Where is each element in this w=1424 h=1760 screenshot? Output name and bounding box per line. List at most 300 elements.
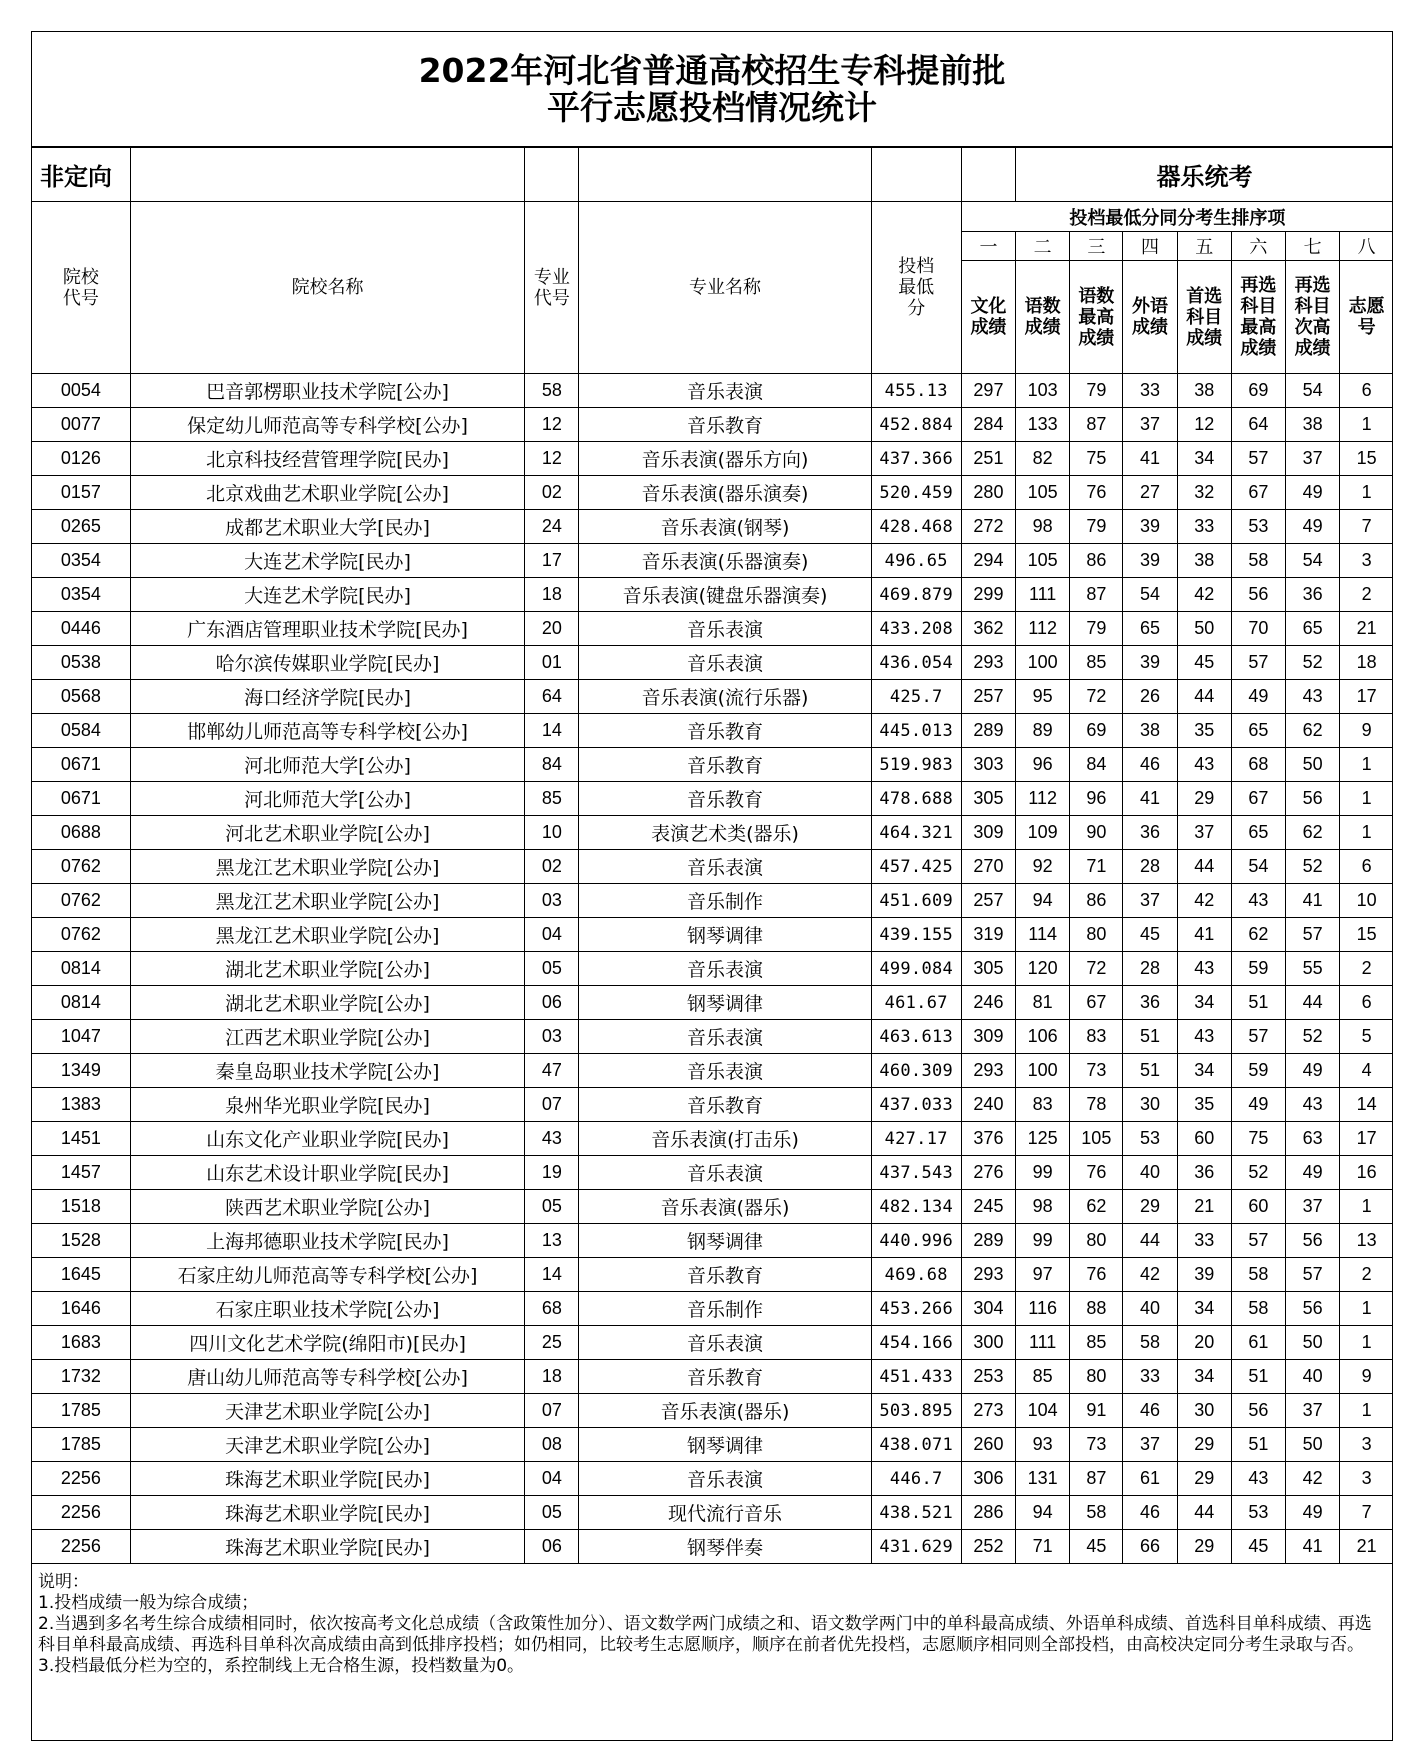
cell-school-code: 0814	[32, 986, 130, 1020]
cell-major-name: 音乐教育	[579, 1088, 871, 1122]
cell-foreign-lang: 39	[1123, 646, 1177, 680]
cell-reselect-max: 57	[1231, 1020, 1285, 1054]
cell-reselect-max: 53	[1231, 510, 1285, 544]
cell-culture-score: 319	[961, 918, 1015, 952]
cell-reselect-second: 36	[1285, 578, 1339, 612]
header-school-code	[32, 202, 130, 374]
table-row	[32, 442, 1393, 476]
header-sub-4	[1123, 261, 1177, 374]
table-row	[32, 544, 1393, 578]
cell-major-name: 钢琴伴奏	[579, 1530, 871, 1564]
cell-foreign-lang: 40	[1123, 1156, 1177, 1190]
cell-major-code: 13	[525, 1224, 579, 1258]
cell-major-code: 25	[525, 1326, 579, 1360]
cell-reselect-second: 55	[1285, 952, 1339, 986]
cell-min-score: 451.433	[871, 1360, 961, 1394]
table-row	[32, 1428, 1393, 1462]
cell-foreign-lang: 36	[1123, 816, 1177, 850]
cell-school-code: 2256	[32, 1462, 130, 1496]
cell-culture-score: 303	[961, 748, 1015, 782]
cell-reselect-max: 70	[1231, 612, 1285, 646]
cell-chn-math-score: 105	[1016, 544, 1070, 578]
cell-foreign-lang: 46	[1123, 748, 1177, 782]
cell-major-code: 85	[525, 782, 579, 816]
cell-choice-no: 2	[1340, 1258, 1393, 1292]
cell-min-score: 445.013	[871, 714, 961, 748]
cell-choice-no: 1	[1340, 1394, 1393, 1428]
cell-chn-math-max: 80	[1070, 1224, 1123, 1258]
cell-first-subject: 42	[1177, 884, 1231, 918]
header-major-code-text: 专业代号	[533, 266, 570, 309]
cell-chn-math-score: 120	[1016, 952, 1070, 986]
cell-chn-math-score: 71	[1016, 1530, 1070, 1564]
cell-chn-math-score: 100	[1016, 1054, 1070, 1088]
cell-school-name: 秦皇岛职业技术学院[公办]	[130, 1054, 524, 1088]
cell-culture-score: 260	[961, 1428, 1015, 1462]
cell-choice-no: 21	[1340, 1530, 1393, 1564]
cell-chn-math-score: 98	[1016, 1190, 1070, 1224]
cell-school-name: 天津艺术职业学院[公办]	[130, 1394, 524, 1428]
cell-reselect-second: 37	[1285, 442, 1339, 476]
cell-min-score: 437.033	[871, 1088, 961, 1122]
cell-culture-score: 293	[961, 1054, 1015, 1088]
cell-reselect-max: 58	[1231, 1258, 1285, 1292]
cell-min-score: 437.543	[871, 1156, 961, 1190]
cell-school-name: 黑龙江艺术职业学院[公办]	[130, 884, 524, 918]
cell-chn-math-max: 85	[1070, 1326, 1123, 1360]
cell-chn-math-score: 125	[1016, 1122, 1070, 1156]
cell-min-score: 496.65	[871, 544, 961, 578]
cell-chn-math-score: 103	[1016, 374, 1070, 408]
cell-school-code: 1528	[32, 1224, 130, 1258]
cell-culture-score: 257	[961, 680, 1015, 714]
cell-reselect-max: 60	[1231, 1190, 1285, 1224]
cell-reselect-second: 56	[1285, 1292, 1339, 1326]
cell-major-name: 音乐教育	[579, 1360, 871, 1394]
cell-school-name: 江西艺术职业学院[公办]	[130, 1020, 524, 1054]
cell-first-subject: 33	[1177, 510, 1231, 544]
cell-reselect-second: 49	[1285, 1156, 1339, 1190]
cell-school-code: 1785	[32, 1394, 130, 1428]
cell-first-subject: 33	[1177, 1224, 1231, 1258]
cell-foreign-lang: 53	[1123, 1122, 1177, 1156]
cell-chn-math-max: 80	[1070, 918, 1123, 952]
cell-first-subject: 34	[1177, 1360, 1231, 1394]
table-row	[32, 1496, 1393, 1530]
cell-chn-math-max: 87	[1070, 578, 1123, 612]
cell-first-subject: 38	[1177, 544, 1231, 578]
table-row	[32, 578, 1393, 612]
cell-school-name: 黑龙江艺术职业学院[公办]	[130, 850, 524, 884]
cell-choice-no: 1	[1340, 476, 1393, 510]
cell-reselect-max: 75	[1231, 1122, 1285, 1156]
cell-first-subject: 43	[1177, 1020, 1231, 1054]
cell-choice-no: 2	[1340, 952, 1393, 986]
cell-reselect-second: 50	[1285, 748, 1339, 782]
cell-school-code: 0126	[32, 442, 130, 476]
cell-chn-math-max: 86	[1070, 884, 1123, 918]
cell-major-code: 84	[525, 748, 579, 782]
cell-chn-math-max: 91	[1070, 1394, 1123, 1428]
cell-foreign-lang: 30	[1123, 1088, 1177, 1122]
cell-school-code: 0671	[32, 748, 130, 782]
header-sub-2	[1016, 261, 1070, 374]
cell-chn-math-max: 84	[1070, 748, 1123, 782]
cell-culture-score: 294	[961, 544, 1015, 578]
notes-block	[32, 1564, 1392, 1677]
cell-reselect-second: 43	[1285, 680, 1339, 714]
cell-foreign-lang: 38	[1123, 714, 1177, 748]
cell-reselect-max: 56	[1231, 578, 1285, 612]
cell-major-code: 06	[525, 1530, 579, 1564]
cell-choice-no: 16	[1340, 1156, 1393, 1190]
category-blank	[579, 148, 871, 202]
orientation-label: 非定向	[32, 148, 130, 202]
cell-reselect-max: 59	[1231, 952, 1285, 986]
cell-choice-no: 1	[1340, 782, 1393, 816]
cell-reselect-max: 56	[1231, 1394, 1285, 1428]
cell-choice-no: 15	[1340, 918, 1393, 952]
cell-first-subject: 41	[1177, 918, 1231, 952]
cell-choice-no: 1	[1340, 1326, 1393, 1360]
cell-major-name: 音乐表演	[579, 1156, 871, 1190]
cell-reselect-max: 52	[1231, 1156, 1285, 1190]
cell-foreign-lang: 65	[1123, 612, 1177, 646]
cell-reselect-max: 67	[1231, 476, 1285, 510]
cell-reselect-max: 57	[1231, 442, 1285, 476]
cell-reselect-max: 62	[1231, 918, 1285, 952]
header-sub-text: 外语成绩	[1132, 296, 1168, 338]
cell-major-code: 14	[525, 714, 579, 748]
cell-culture-score: 286	[961, 1496, 1015, 1530]
cell-school-name: 石家庄幼儿师范高等专科学校[公办]	[130, 1258, 524, 1292]
cell-school-code: 0568	[32, 680, 130, 714]
cell-culture-score: 253	[961, 1360, 1015, 1394]
cell-chn-math-max: 85	[1070, 646, 1123, 680]
cell-reselect-second: 37	[1285, 1394, 1339, 1428]
cell-chn-math-score: 83	[1016, 1088, 1070, 1122]
cell-culture-score: 276	[961, 1156, 1015, 1190]
table-row	[32, 1156, 1393, 1190]
cell-culture-score: 245	[961, 1190, 1015, 1224]
cell-reselect-max: 64	[1231, 408, 1285, 442]
cell-foreign-lang: 26	[1123, 680, 1177, 714]
cell-min-score: 451.609	[871, 884, 961, 918]
cell-reselect-second: 56	[1285, 1224, 1339, 1258]
cell-reselect-max: 65	[1231, 714, 1285, 748]
header-school-name: 院校名称	[130, 202, 524, 374]
cell-culture-score: 289	[961, 1224, 1015, 1258]
table-row	[32, 952, 1393, 986]
cell-major-name: 音乐表演	[579, 1326, 871, 1360]
cell-first-subject: 35	[1177, 714, 1231, 748]
cell-major-code: 43	[525, 1122, 579, 1156]
cell-min-score: 520.459	[871, 476, 961, 510]
cell-major-code: 12	[525, 408, 579, 442]
cell-min-score: 469.68	[871, 1258, 961, 1292]
cell-chn-math-max: 71	[1070, 850, 1123, 884]
table-row	[32, 1020, 1393, 1054]
cell-foreign-lang: 33	[1123, 1360, 1177, 1394]
cell-chn-math-max: 58	[1070, 1496, 1123, 1530]
cell-school-name: 石家庄职业技术学院[公办]	[130, 1292, 524, 1326]
cell-school-code: 0688	[32, 816, 130, 850]
cell-min-score: 427.17	[871, 1122, 961, 1156]
cell-chn-math-max: 79	[1070, 612, 1123, 646]
cell-school-code: 1785	[32, 1428, 130, 1462]
table-row	[32, 374, 1393, 408]
cell-reselect-max: 57	[1231, 1224, 1285, 1258]
cell-chn-math-score: 99	[1016, 1156, 1070, 1190]
cell-major-name: 钢琴调律	[579, 986, 871, 1020]
cell-major-code: 04	[525, 918, 579, 952]
cell-chn-math-score: 100	[1016, 646, 1070, 680]
cell-choice-no: 9	[1340, 1360, 1393, 1394]
cell-chn-math-max: 83	[1070, 1020, 1123, 1054]
cell-chn-math-max: 88	[1070, 1292, 1123, 1326]
cell-school-code: 0446	[32, 612, 130, 646]
table-row	[32, 1122, 1393, 1156]
cell-foreign-lang: 66	[1123, 1530, 1177, 1564]
cell-culture-score: 270	[961, 850, 1015, 884]
cell-choice-no: 21	[1340, 612, 1393, 646]
cell-reselect-second: 62	[1285, 714, 1339, 748]
cell-min-score: 437.366	[871, 442, 961, 476]
cell-school-name: 陕西艺术职业学院[公办]	[130, 1190, 524, 1224]
cell-min-score: 452.884	[871, 408, 961, 442]
notes-heading: 说明：	[38, 1572, 89, 1592]
cell-school-code: 0054	[32, 374, 130, 408]
cell-major-name: 音乐表演	[579, 850, 871, 884]
cell-culture-score: 289	[961, 714, 1015, 748]
cell-major-code: 19	[525, 1156, 579, 1190]
cell-reselect-max: 57	[1231, 646, 1285, 680]
header-min-score	[871, 202, 961, 374]
cell-choice-no: 6	[1340, 374, 1393, 408]
cell-reselect-max: 43	[1231, 1462, 1285, 1496]
header-sub-1	[961, 261, 1015, 374]
cell-culture-score: 293	[961, 646, 1015, 680]
table-row	[32, 918, 1393, 952]
cell-major-name: 音乐表演	[579, 1054, 871, 1088]
cell-foreign-lang: 27	[1123, 476, 1177, 510]
cell-foreign-lang: 36	[1123, 986, 1177, 1020]
cell-major-name: 音乐教育	[579, 1258, 871, 1292]
header-sub-8	[1340, 261, 1393, 374]
header-row-1	[32, 202, 1393, 232]
cell-school-code: 1451	[32, 1122, 130, 1156]
cell-culture-score: 240	[961, 1088, 1015, 1122]
cell-major-code: 07	[525, 1394, 579, 1428]
cell-school-name: 河北师范大学[公办]	[130, 748, 524, 782]
cell-first-subject: 44	[1177, 850, 1231, 884]
table-row	[32, 646, 1393, 680]
cell-min-score: 425.7	[871, 680, 961, 714]
cell-major-name: 音乐教育	[579, 748, 871, 782]
cell-culture-score: 306	[961, 1462, 1015, 1496]
cell-reselect-max: 43	[1231, 884, 1285, 918]
cell-min-score: 463.613	[871, 1020, 961, 1054]
cell-reselect-second: 49	[1285, 476, 1339, 510]
cell-choice-no: 1	[1340, 816, 1393, 850]
cell-min-score: 457.425	[871, 850, 961, 884]
header-order-1: 一	[961, 232, 1015, 261]
cell-school-code: 1457	[32, 1156, 130, 1190]
cell-school-name: 巴音郭楞职业技术学院[公办]	[130, 374, 524, 408]
cell-reselect-max: 49	[1231, 1088, 1285, 1122]
cell-school-code: 0762	[32, 850, 130, 884]
cell-chn-math-score: 111	[1016, 578, 1070, 612]
cell-first-subject: 44	[1177, 680, 1231, 714]
cell-choice-no: 1	[1340, 1190, 1393, 1224]
cell-chn-math-max: 72	[1070, 680, 1123, 714]
cell-school-name: 四川文化艺术学院(绵阳市)[民办]	[130, 1326, 524, 1360]
cell-school-name: 保定幼儿师范高等专科学校[公办]	[130, 408, 524, 442]
cell-major-code: 07	[525, 1088, 579, 1122]
cell-reselect-max: 67	[1231, 782, 1285, 816]
cell-major-code: 18	[525, 1360, 579, 1394]
cell-chn-math-max: 79	[1070, 374, 1123, 408]
cell-major-code: 04	[525, 1462, 579, 1496]
cell-culture-score: 305	[961, 952, 1015, 986]
note-1: 1.投档成绩一般为综合成绩；	[38, 1593, 259, 1613]
cell-major-name: 音乐表演(器乐演奏)	[579, 476, 871, 510]
header-order-2: 二	[1016, 232, 1070, 261]
cell-first-subject: 38	[1177, 374, 1231, 408]
cell-major-code: 17	[525, 544, 579, 578]
cell-chn-math-score: 133	[1016, 408, 1070, 442]
cell-school-name: 北京戏曲艺术职业学院[公办]	[130, 476, 524, 510]
table-row	[32, 510, 1393, 544]
cell-chn-math-score: 106	[1016, 1020, 1070, 1054]
cell-reselect-max: 61	[1231, 1326, 1285, 1360]
cell-choice-no: 17	[1340, 680, 1393, 714]
cell-school-code: 0584	[32, 714, 130, 748]
cell-chn-math-score: 112	[1016, 612, 1070, 646]
cell-major-code: 12	[525, 442, 579, 476]
cell-major-code: 03	[525, 884, 579, 918]
cell-min-score: 503.895	[871, 1394, 961, 1428]
cell-school-code: 0814	[32, 952, 130, 986]
cell-first-subject: 30	[1177, 1394, 1231, 1428]
cell-chn-math-score: 116	[1016, 1292, 1070, 1326]
cell-reselect-second: 52	[1285, 850, 1339, 884]
cell-foreign-lang: 58	[1123, 1326, 1177, 1360]
cell-foreign-lang: 44	[1123, 1224, 1177, 1258]
cell-major-name: 表演艺术类(器乐)	[579, 816, 871, 850]
cell-first-subject: 12	[1177, 408, 1231, 442]
cell-chn-math-max: 87	[1070, 408, 1123, 442]
cell-major-name: 音乐表演	[579, 952, 871, 986]
cell-reselect-second: 56	[1285, 782, 1339, 816]
cell-choice-no: 6	[1340, 850, 1393, 884]
cell-reselect-second: 50	[1285, 1326, 1339, 1360]
cell-first-subject: 34	[1177, 1292, 1231, 1326]
note-3: 3.投档最低分栏为空的，系控制线上无合格生源，投档数量为0。	[38, 1656, 525, 1676]
title-line-2: 平行志愿投档情况统计	[547, 88, 877, 127]
header-order-5: 五	[1177, 232, 1231, 261]
cell-school-code: 1349	[32, 1054, 130, 1088]
cell-first-subject: 36	[1177, 1156, 1231, 1190]
cell-reselect-second: 65	[1285, 612, 1339, 646]
title-block	[32, 32, 1392, 147]
cell-major-name: 音乐表演(器乐)	[579, 1190, 871, 1224]
cell-culture-score: 299	[961, 578, 1015, 612]
cell-culture-score: 362	[961, 612, 1015, 646]
cell-chn-math-score: 104	[1016, 1394, 1070, 1428]
cell-school-code: 0671	[32, 782, 130, 816]
cell-reselect-max: 51	[1231, 986, 1285, 1020]
cell-school-name: 天津艺术职业学院[公办]	[130, 1428, 524, 1462]
cell-school-name: 珠海艺术职业学院[民办]	[130, 1496, 524, 1530]
cell-chn-math-max: 73	[1070, 1428, 1123, 1462]
cell-school-name: 邯郸幼儿师范高等专科学校[公办]	[130, 714, 524, 748]
cell-chn-math-score: 94	[1016, 884, 1070, 918]
cell-foreign-lang: 45	[1123, 918, 1177, 952]
cell-major-name: 音乐表演(键盘乐器演奏)	[579, 578, 871, 612]
cell-chn-math-score: 95	[1016, 680, 1070, 714]
cell-culture-score: 251	[961, 442, 1015, 476]
cell-min-score: 461.67	[871, 986, 961, 1020]
cell-min-score: 499.084	[871, 952, 961, 986]
cell-first-subject: 39	[1177, 1258, 1231, 1292]
header-sub-text: 语数成绩	[1024, 296, 1061, 338]
cell-choice-no: 10	[1340, 884, 1393, 918]
cell-first-subject: 20	[1177, 1326, 1231, 1360]
header-order-7: 七	[1285, 232, 1339, 261]
cell-reselect-max: 68	[1231, 748, 1285, 782]
cell-choice-no: 7	[1340, 1496, 1393, 1530]
cell-major-code: 03	[525, 1020, 579, 1054]
table-row	[32, 782, 1393, 816]
cell-first-subject: 32	[1177, 476, 1231, 510]
cell-school-name: 黑龙江艺术职业学院[公办]	[130, 918, 524, 952]
cell-chn-math-score: 112	[1016, 782, 1070, 816]
table-row	[32, 816, 1393, 850]
cell-school-code: 1646	[32, 1292, 130, 1326]
header-order-8: 八	[1340, 232, 1393, 261]
cell-chn-math-score: 81	[1016, 986, 1070, 1020]
cell-reselect-second: 63	[1285, 1122, 1339, 1156]
header-sub-6	[1231, 261, 1285, 374]
cell-foreign-lang: 33	[1123, 374, 1177, 408]
cell-major-name: 音乐表演(乐器演奏)	[579, 544, 871, 578]
cell-chn-math-score: 98	[1016, 510, 1070, 544]
cell-choice-no: 5	[1340, 1020, 1393, 1054]
table-row	[32, 1394, 1393, 1428]
cell-reselect-max: 59	[1231, 1054, 1285, 1088]
cell-chn-math-score: 105	[1016, 476, 1070, 510]
category-row	[32, 148, 1393, 202]
cell-reselect-second: 49	[1285, 1054, 1339, 1088]
cell-choice-no: 15	[1340, 442, 1393, 476]
cell-school-name: 成都艺术职业大学[民办]	[130, 510, 524, 544]
cell-first-subject: 21	[1177, 1190, 1231, 1224]
cell-chn-math-score: 93	[1016, 1428, 1070, 1462]
cell-choice-no: 6	[1340, 986, 1393, 1020]
cell-min-score: 453.266	[871, 1292, 961, 1326]
cell-major-name: 音乐表演(器乐方向)	[579, 442, 871, 476]
cell-culture-score: 284	[961, 408, 1015, 442]
cell-school-name: 泉州华光职业学院[民办]	[130, 1088, 524, 1122]
category-blank	[961, 148, 1015, 202]
cell-chn-math-score: 92	[1016, 850, 1070, 884]
cell-school-code: 2256	[32, 1496, 130, 1530]
cell-reselect-max: 53	[1231, 1496, 1285, 1530]
cell-chn-math-score: 85	[1016, 1360, 1070, 1394]
cell-min-score: 478.688	[871, 782, 961, 816]
title-line-1: 2022年河北省普通高校招生专科提前批	[418, 51, 1006, 90]
